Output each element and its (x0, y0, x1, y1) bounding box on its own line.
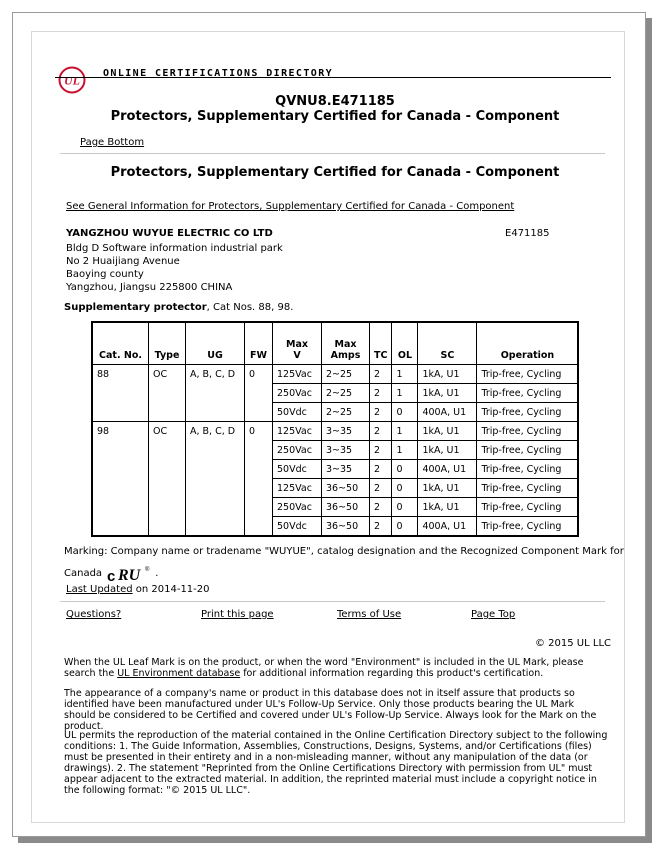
col-header-sc: SC (418, 322, 477, 365)
cell-sc: 1kA, U1 (418, 384, 477, 403)
marking-end: . (155, 568, 159, 579)
cell-max-v: 125Vac (273, 365, 322, 384)
appearance-paragraph: The appearance of a company's name or product in this database does not in itself assure that products so identified have been manufactured under UL's Follow-Up Service. Only those products bearing the UL Mark should be considered to be Certified and covered under UL's Follow-Up Service. Always look for the Mark on the product. (64, 688, 597, 732)
cell-ol: 1 (392, 441, 418, 460)
cell-ol: 0 (392, 479, 418, 498)
questions-link[interactable]: Questions? (66, 609, 122, 620)
cell-max-amps: 36~50 (322, 517, 370, 537)
col-header-operation: Operation (477, 322, 579, 365)
cell-operation: Trip-free, Cycling (477, 422, 579, 441)
svg-text:®: ® (145, 567, 150, 573)
cell-ol: 1 (392, 365, 418, 384)
print-page-link[interactable]: Print this page (201, 609, 274, 620)
company-name: YANGZHOU WUYUE ELECTRIC CO LTD (66, 228, 273, 239)
col-header-fw: FW (245, 322, 273, 365)
cell-max-amps: 36~50 (322, 479, 370, 498)
cell-sc: 400A, U1 (418, 517, 477, 537)
col-header-type: Type (149, 322, 186, 365)
page-top-link[interactable]: Page Top (471, 609, 516, 620)
cell-cat-no: 98 (92, 422, 149, 537)
cell-ol: 0 (392, 498, 418, 517)
cell-sc: 400A, U1 (418, 403, 477, 422)
col-header-tc: TC (370, 322, 392, 365)
cell-tc: 2 (370, 403, 392, 422)
cell-max-amps: 2~25 (322, 365, 370, 384)
cell-max-v: 50Vdc (273, 517, 322, 537)
cell-tc: 2 (370, 498, 392, 517)
general-info-link[interactable]: See General Information for Protectors, Supplementary Certified for Canada - Component (66, 201, 515, 212)
ul-logo-text: UL (64, 73, 80, 88)
address-line: Bldg D Software information industrial park (66, 243, 283, 254)
product-name: Supplementary protector (64, 302, 207, 313)
cell-max-v: 250Vac (273, 384, 322, 403)
col-header-cat-no: Cat. No. (92, 322, 149, 365)
cell-fw: 0 (245, 365, 273, 422)
cell-sc: 1kA, U1 (418, 441, 477, 460)
cell-max-amps: 3~35 (322, 441, 370, 460)
cell-max-amps: 3~35 (322, 460, 370, 479)
terms-of-use-link[interactable]: Terms of Use (337, 609, 402, 620)
cell-operation: Trip-free, Cycling (477, 460, 579, 479)
ul-logo-icon (55, 65, 91, 95)
last-updated (66, 584, 210, 595)
company-address (66, 242, 283, 294)
file-code: QVNU8.E471185 (275, 94, 395, 109)
section-title: Protectors, Supplementary Certified for Canada - Component (110, 165, 560, 180)
cell-operation: Trip-free, Cycling (477, 441, 579, 460)
cell-ol: 1 (392, 422, 418, 441)
cell-tc: 2 (370, 441, 392, 460)
cell-max-amps: 2~25 (322, 384, 370, 403)
cell-sc: 1kA, U1 (418, 479, 477, 498)
leaf-mark-text-end: for additional information regarding this product's certification. (240, 668, 544, 679)
cell-tc: 2 (370, 422, 392, 441)
cell-tc: 2 (370, 479, 392, 498)
leaf-mark-text: When the UL Leaf Mark is on the product, or when the word "Environment" is included in the UL Mark, please search the (64, 657, 584, 679)
product-cat-nos: , Cat Nos. 88, 98. (206, 302, 294, 313)
col-header-max-amps: Max Amps (322, 322, 370, 365)
address-line: No 2 Huaijiang Avenue (66, 256, 180, 267)
address-line: Baoying county (66, 269, 144, 280)
table-row (92, 422, 578, 441)
file-number: E471185 (505, 228, 550, 239)
cell-max-v: 125Vac (273, 422, 322, 441)
cell-sc: 1kA, U1 (418, 365, 477, 384)
marking-text: Marking: Company name or tradename "WUYUE", catalog designation and the Recognized Component Mark for (64, 546, 624, 557)
cell-operation: Trip-free, Cycling (477, 384, 579, 403)
cell-max-v: 50Vdc (273, 403, 322, 422)
cell-sc: 1kA, U1 (418, 498, 477, 517)
product-line (64, 302, 293, 313)
address-line: Yangzhou, Jiangsu 225800 CHINA (66, 282, 233, 293)
svg-text:c: c (107, 568, 116, 584)
leaf-mark-paragraph (64, 657, 608, 679)
col-header-ug: UG (186, 322, 245, 365)
copyright: © 2015 UL LLC (535, 638, 612, 649)
cell-operation: Trip-free, Cycling (477, 498, 579, 517)
last-updated-link[interactable]: Last Updated (66, 584, 133, 595)
cell-max-v: 250Vac (273, 498, 322, 517)
cell-max-v: 250Vac (273, 441, 322, 460)
table-row (92, 365, 578, 384)
canada-label: Canada (64, 568, 103, 579)
last-updated-date: on 2014-11-20 (132, 584, 210, 595)
col-header-max-v: Max V (273, 322, 322, 365)
cell-operation: Trip-free, Cycling (477, 517, 579, 537)
cell-max-v: 125Vac (273, 479, 322, 498)
certification-table (91, 321, 579, 537)
directory-title: ONLINE CERTIFICATIONS DIRECTORY (103, 68, 334, 79)
cell-type: OC (149, 422, 186, 537)
recognized-component-mark-icon (105, 564, 155, 584)
cell-tc: 2 (370, 460, 392, 479)
cell-operation: Trip-free, Cycling (477, 479, 579, 498)
header-rule (55, 77, 611, 78)
cell-sc: 400A, U1 (418, 460, 477, 479)
cell-sc: 1kA, U1 (418, 422, 477, 441)
category-title: Protectors, Supplementary Certified for Canada - Component (110, 109, 560, 124)
cell-max-v: 50Vdc (273, 460, 322, 479)
recognized-mark-text: RU (118, 567, 141, 584)
page-bottom-link[interactable]: Page Bottom (80, 137, 145, 148)
divider (60, 153, 605, 154)
cell-tc: 2 (370, 517, 392, 537)
cell-operation: Trip-free, Cycling (477, 403, 579, 422)
cell-fw: 0 (245, 422, 273, 537)
ul-environment-link[interactable]: UL Environment database (117, 668, 241, 679)
cell-max-amps: 2~25 (322, 403, 370, 422)
cell-ug: A, B, C, D (186, 422, 245, 537)
cell-tc: 2 (370, 384, 392, 403)
cell-cat-no: 88 (92, 365, 149, 422)
cell-ug: A, B, C, D (186, 365, 245, 422)
cell-tc: 2 (370, 365, 392, 384)
cell-operation: Trip-free, Cycling (477, 365, 579, 384)
cell-type: OC (149, 365, 186, 422)
cell-ol: 0 (392, 403, 418, 422)
cell-ol: 0 (392, 517, 418, 537)
table-header-row (92, 322, 578, 365)
divider (60, 601, 605, 602)
reproduction-paragraph: UL permits the reproduction of the material contained in the Online Certification Directory subject to the following conditions: 1. The Guide Information, Assemblies, Constructions, Designs, Systems, and/or Certifications (files) must be presented in their entirety and in a non-misleading manner, without any manipulation of the data (or drawings). 2. The statement "Reprinted from the Online Certifications Directory with permission from UL" must appear adjacent to the extracted material. In addition, the reprinted material must include a copyright notice in the following format: "© 2015 UL LLC". (64, 730, 608, 796)
cell-max-amps: 36~50 (322, 498, 370, 517)
cell-ol: 1 (392, 384, 418, 403)
cell-max-amps: 3~35 (322, 422, 370, 441)
col-header-ol: OL (392, 322, 418, 365)
cell-ol: 0 (392, 460, 418, 479)
marking-canada (64, 564, 158, 584)
